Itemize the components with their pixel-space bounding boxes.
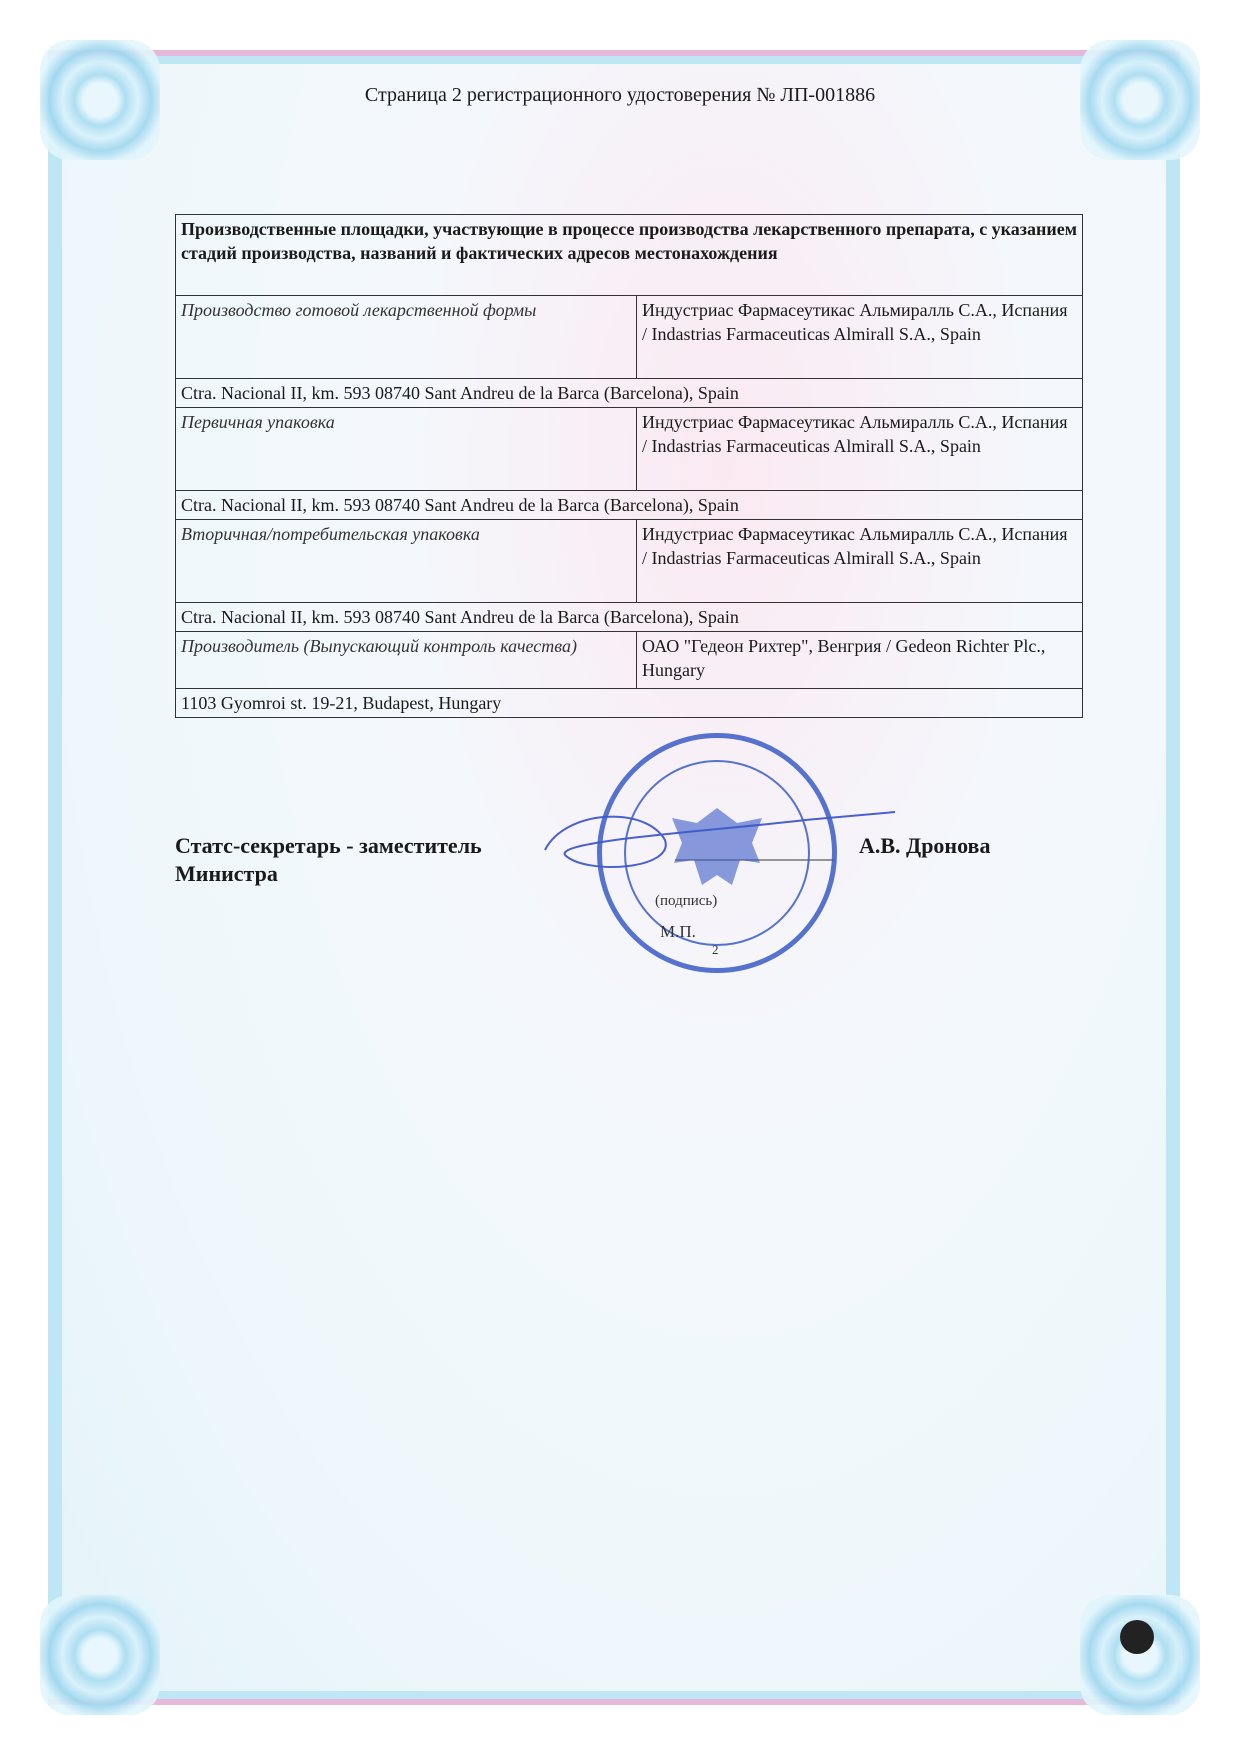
seal-caption: М.П. (660, 922, 696, 941)
production-sites-table (175, 214, 1083, 718)
address-cell: Ctra. Nacional II, km. 593 08740 Sant Andreu de la Barca (Barcelona), Spain (176, 379, 1083, 408)
stage-cell: Производство готовой лекарственной формы (176, 296, 637, 379)
signatory-name: А.В. Дронова (859, 833, 991, 858)
stage-cell: Вторичная/потребительская упаковка (176, 520, 637, 603)
signature-caption: (подпись) (655, 893, 718, 909)
page-title: Страница 2 регистрационного удостоверения № ЛП-001886 (364, 84, 876, 106)
address-cell: Ctra. Nacional II, km. 593 08740 Sant Andreu de la Barca (Barcelona), Spain (176, 603, 1083, 632)
punch-hole (1120, 1620, 1154, 1654)
table-heading: Производственные площадки, участвующие в процессе производства лекарственного препарата, с указанием стадий производства, названий и фактических адресов местонахождения (176, 215, 1083, 296)
corner-ornament (40, 1595, 160, 1715)
stamp-number: 2 (712, 942, 719, 957)
corner-ornament (1080, 1595, 1200, 1715)
official-seal (597, 733, 837, 973)
table-row (176, 296, 1083, 379)
table-row (176, 632, 1083, 689)
seal-emblem (602, 738, 832, 968)
address-cell: Ctra. Nacional II, km. 593 08740 Sant Andreu de la Barca (Barcelona), Spain (176, 491, 1083, 520)
company-cell: Индустриас Фармасеутикас Альмиралль С.А., Испания / Indastrias Farmaceuticas Almirall S.A., Spain (637, 296, 1083, 379)
company-cell: Индустриас Фармасеутикас Альмиралль С.А., Испания / Indastrias Farmaceuticas Almirall S.A., Spain (637, 520, 1083, 603)
signatory-position: Статс-секретарь - заместитель Министра (175, 833, 482, 886)
address-cell: 1103 Gyomroi st. 19-21, Budapest, Hungary (176, 689, 1083, 718)
stage-cell: Первичная упаковка (176, 408, 637, 491)
table-row (176, 408, 1083, 491)
stage-cell: Производитель (Выпускающий контроль качества) (176, 632, 637, 689)
table-row (176, 520, 1083, 603)
company-cell: Индустриас Фармасеутикас Альмиралль С.А., Испания / Indastrias Farmaceuticas Almirall S.A., Spain (637, 408, 1083, 491)
company-cell: ОАО "Гедеон Рихтер", Венгрия / Gedeon Richter Plc., Hungary (637, 632, 1083, 689)
